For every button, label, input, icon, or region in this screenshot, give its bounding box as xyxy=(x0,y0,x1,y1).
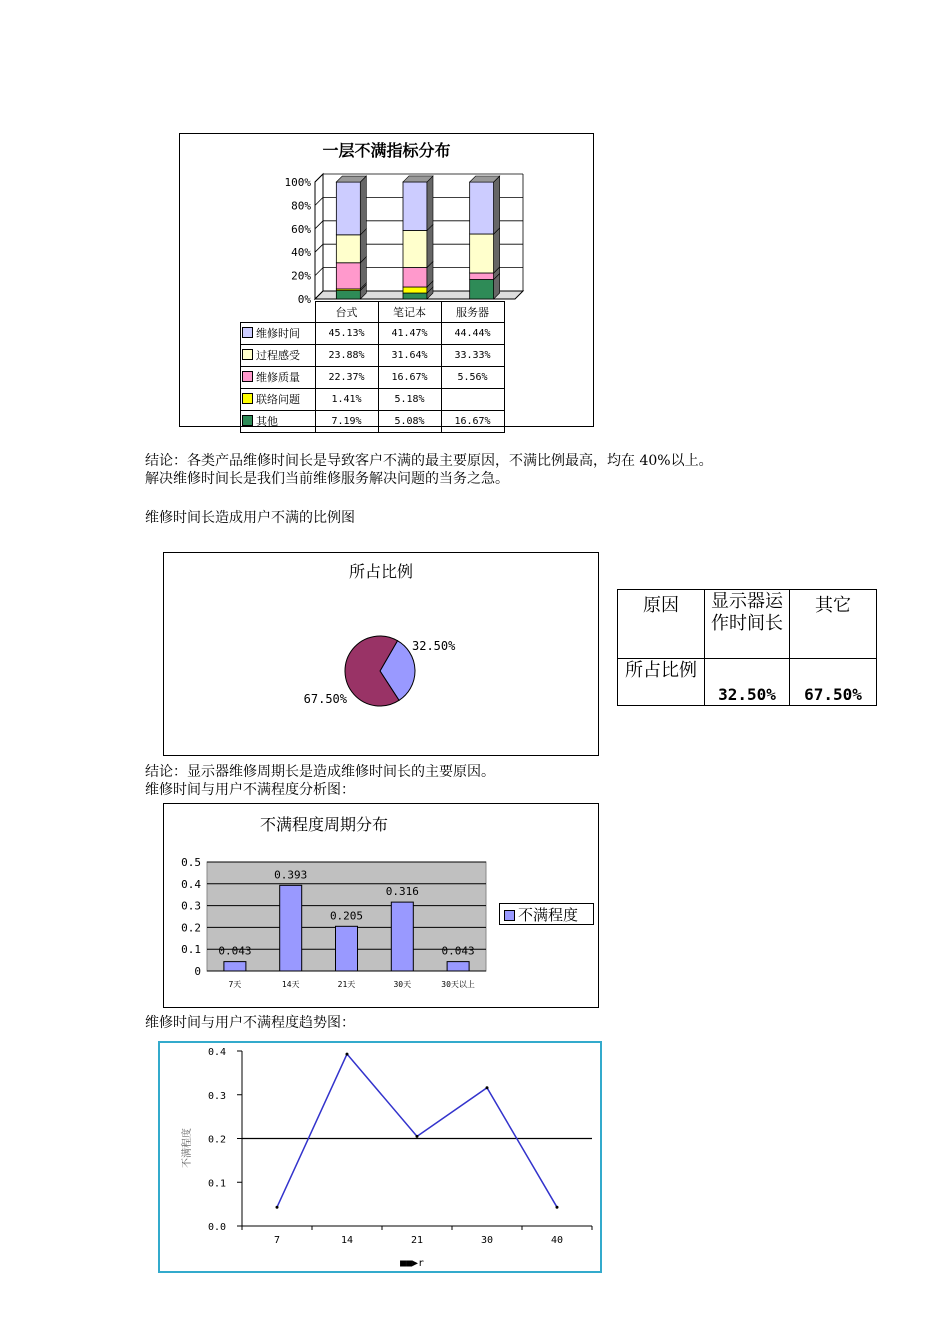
table-cell: 5.56% xyxy=(441,366,504,388)
stacked-bar-plot xyxy=(180,134,593,304)
line-chart-frame xyxy=(158,1041,602,1273)
table-cell: 7.19% xyxy=(315,410,378,432)
y-tick-label: 80% xyxy=(291,199,311,213)
bar-segment-side xyxy=(427,176,433,231)
heading-analysis: 维修时间与用户不满程度分析图： xyxy=(145,782,355,798)
stacked-bar-chart-frame xyxy=(179,133,594,427)
table-cell: 41.47% xyxy=(378,322,441,344)
y-tick-label: 0.3 xyxy=(181,899,201,913)
series-name: 过程感受 xyxy=(256,349,300,362)
conclusion-1-line-1: 结论：各类产品维修时间长是导致客户不满的最主要原因，不满比例最高，均在 40%以上。 xyxy=(145,453,713,469)
table-row xyxy=(618,590,877,659)
pie-chart-frame xyxy=(163,552,599,756)
y-tick-label: 0.4 xyxy=(207,1047,226,1058)
table-cell: 44.44% xyxy=(441,322,504,344)
category-label: 服务器 xyxy=(441,302,504,323)
pie-slice-label: 67.50% xyxy=(303,692,347,706)
table-cell: 5.08% xyxy=(378,410,441,432)
y-tick-label: 0 xyxy=(194,965,201,978)
x-tick-label: 14 xyxy=(340,1235,354,1246)
legend-swatch xyxy=(242,415,253,426)
bar-segment xyxy=(403,182,427,231)
table-cell: 67.50% xyxy=(790,659,877,706)
table-cell: 16.67% xyxy=(378,366,441,388)
x-tick-label: 30 xyxy=(480,1235,494,1246)
table-row xyxy=(618,659,877,706)
data-label: 0.043 xyxy=(218,944,252,958)
table-row xyxy=(241,410,505,432)
legend-swatch xyxy=(242,327,253,338)
pie-chart-title: 所占比例 xyxy=(348,562,413,581)
y-tick-label: 0.0 xyxy=(207,1222,226,1233)
legend-swatch xyxy=(242,371,253,382)
bar-segment xyxy=(336,182,360,235)
table-row xyxy=(241,344,505,366)
data-label: 0.043 xyxy=(441,944,475,958)
bar-segment xyxy=(336,263,360,289)
y-tick-label: 0.3 xyxy=(207,1090,226,1102)
table-cell: 16.67% xyxy=(441,410,504,432)
series-name: 联络问题 xyxy=(256,393,300,406)
x-tick-label: 14天 xyxy=(281,980,300,989)
table-header-cell: 显示器运作时间长 xyxy=(705,590,790,659)
bar-segment xyxy=(403,293,427,299)
legend-swatch xyxy=(242,393,253,404)
table-row xyxy=(241,388,505,410)
table-cell: 32.50% xyxy=(705,659,790,706)
legend-swatch xyxy=(504,910,515,921)
bar-segment-side xyxy=(494,176,500,234)
table-header-cell: 原因 xyxy=(618,590,705,659)
conclusion-2: 结论：显示器维修周期长是造成维修时间长的主要原因。 xyxy=(145,764,495,780)
bar-segment-side xyxy=(427,224,433,267)
data-point xyxy=(556,1206,559,1209)
bar-chart-frame xyxy=(163,803,599,1008)
data-label: 0.316 xyxy=(385,885,419,899)
table-cell: 31.64% xyxy=(378,344,441,366)
plot-side-wall xyxy=(315,174,323,299)
ratio-table xyxy=(617,589,877,706)
y-tick-label: 0.1 xyxy=(207,1178,226,1190)
data-label: 0.393 xyxy=(274,868,308,882)
bar-segment xyxy=(336,291,360,299)
table-header-cell: 其它 xyxy=(790,590,877,659)
pie-slice-label: 32.50% xyxy=(412,639,456,653)
y-tick-label: 0% xyxy=(297,293,311,304)
bar xyxy=(224,962,246,971)
table-cell: 5.18% xyxy=(378,388,441,410)
data-point xyxy=(416,1135,419,1138)
heading-trend: 维修时间与用户不满程度趋势图： xyxy=(145,1015,355,1031)
bar xyxy=(391,902,413,971)
table-header-row xyxy=(241,302,505,323)
series-name: 维修质量 xyxy=(256,371,300,384)
y-axis-label: 不满程度 xyxy=(182,1128,193,1168)
bar-chart-legend xyxy=(499,903,594,925)
y-tick-label: 0.2 xyxy=(207,1134,226,1146)
bar xyxy=(336,926,358,971)
bar-chart-title: 不满程度周期分布 xyxy=(259,815,388,834)
y-tick-label: 0.1 xyxy=(181,943,201,957)
bar-segment xyxy=(470,234,494,273)
table-cell: 45.13% xyxy=(315,322,378,344)
data-point xyxy=(276,1206,279,1209)
y-tick-label: 20% xyxy=(291,269,311,283)
table-cell: 1.41% xyxy=(315,388,378,410)
x-tick-label: 7 xyxy=(273,1235,281,1246)
x-tick-label: 21天 xyxy=(337,980,356,989)
x-tick-label: 21 xyxy=(410,1235,424,1246)
bar-segment xyxy=(470,182,494,234)
bar xyxy=(280,885,302,971)
y-tick-label: 0.2 xyxy=(181,921,201,935)
bar-segment xyxy=(403,267,427,287)
x-tick-label: 7天 xyxy=(228,980,242,989)
conclusion-1-line-2: 解决维修时间长是我们当前维修服务解决问题的当务之急。 xyxy=(145,471,509,487)
bar-segment-side xyxy=(494,228,500,273)
data-point xyxy=(486,1086,489,1089)
series-name: 其他 xyxy=(256,415,278,428)
line-plot xyxy=(160,1043,600,1271)
bar-segment xyxy=(336,235,360,263)
y-tick-label: 40% xyxy=(291,246,311,260)
table-cell: 23.88% xyxy=(315,344,378,366)
bar xyxy=(447,962,469,971)
stacked-bar-chart-title: 一层不满指标分布 xyxy=(322,141,451,160)
table-cell: 22.37% xyxy=(315,366,378,388)
category-label: 台式 xyxy=(315,302,378,323)
legend-label: 不满程度 xyxy=(518,906,579,924)
pie-plot xyxy=(164,553,598,755)
heading-ratio: 维修时间长造成用户不满的比例图 xyxy=(145,510,355,526)
table-row xyxy=(241,322,505,344)
y-tick-label: 100% xyxy=(284,176,311,189)
stacked-bar-data-table xyxy=(240,301,505,433)
y-tick-label: 0.4 xyxy=(181,877,201,891)
category-label: 笔记本 xyxy=(378,302,441,323)
bar-segment-side xyxy=(360,176,366,235)
bar-segment xyxy=(403,230,427,267)
x-tick-label: 30天以上 xyxy=(441,980,475,989)
data-label: 0.205 xyxy=(329,909,364,923)
bar-segment xyxy=(403,287,427,293)
x-tick-label: 40 xyxy=(550,1235,564,1246)
x-tick-label: 30天 xyxy=(393,980,412,989)
table-cell xyxy=(441,388,504,410)
y-tick-label: 0.5 xyxy=(181,856,201,869)
series-name: 维修时间 xyxy=(256,327,300,340)
x-axis-label: ■■▶r xyxy=(399,1258,425,1269)
y-tick-label: 60% xyxy=(291,222,311,236)
table-cell: 33.33% xyxy=(441,344,504,366)
data-point xyxy=(346,1053,349,1056)
legend-swatch xyxy=(242,349,253,360)
series-line xyxy=(277,1054,557,1207)
table-row xyxy=(241,366,505,388)
table-header-cell: 所占比例 xyxy=(618,659,705,706)
bar-segment xyxy=(470,273,494,280)
bar-segment xyxy=(470,279,494,299)
